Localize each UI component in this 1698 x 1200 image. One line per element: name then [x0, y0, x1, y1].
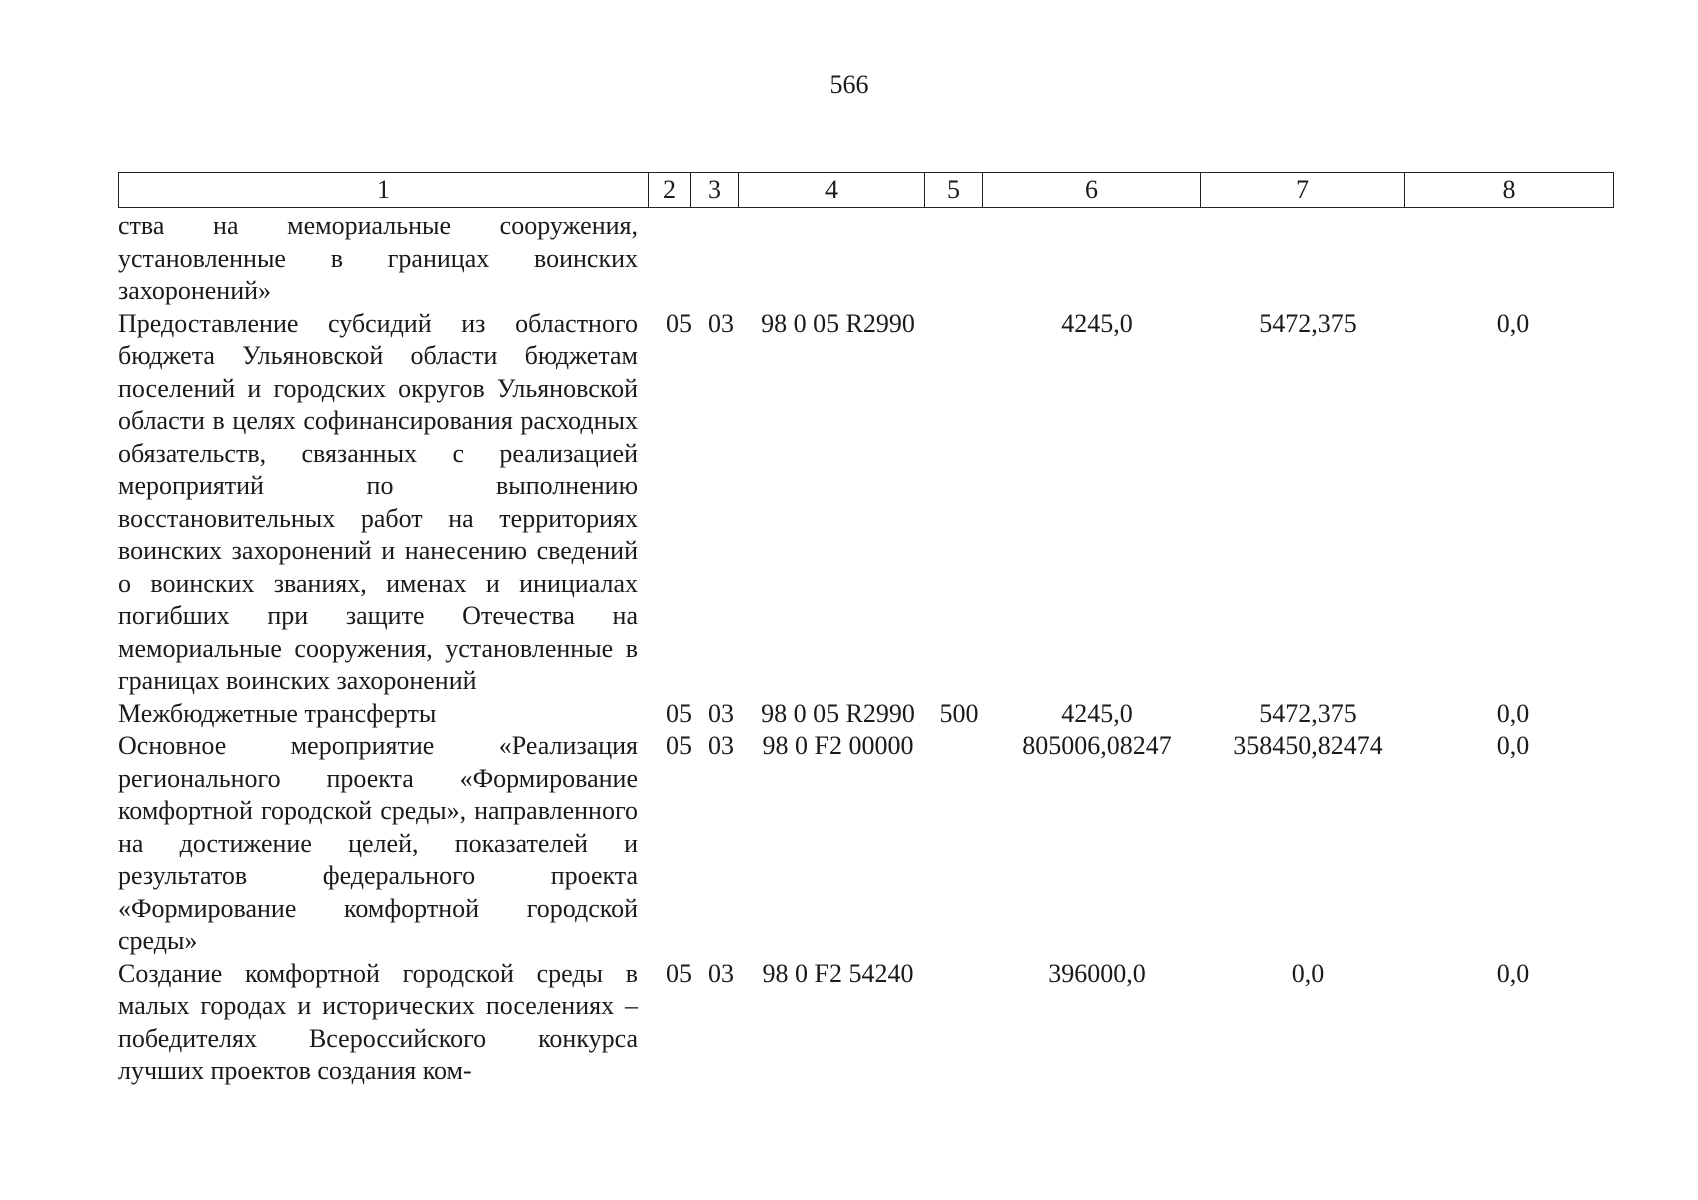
- row-section-code: 05: [666, 958, 692, 988]
- page-number: 566: [829, 70, 869, 99]
- row-amount-col6: 4245,0: [1061, 698, 1133, 728]
- row-amount-col7: 0,0: [1291, 958, 1325, 988]
- table-row: [118, 958, 1613, 1088]
- row-amount-col7: 358450,82474: [1233, 731, 1383, 760]
- row-section-code: 05: [666, 698, 692, 728]
- row-description: Предоставление субсидий из областного бюджета Ульяновской области бюджетам поселений и городских округов Ульяновской области в целях софинансирования расходных обязательств, связанных с реализацией мероприятий по выполнению восстановительных работ на территориях воинских захоронений и нанесению сведений о воинских званиях, именах и инициалах погибших при защите Отечества на мемориальные сооружения, установленные в границах воинских захоронений: [118, 308, 638, 695]
- row-amount-col6: 4245,0: [1061, 308, 1133, 338]
- column-number-header: [118, 172, 1614, 208]
- table-row: [118, 308, 1613, 698]
- header-col-5: 5: [925, 173, 983, 208]
- table-row: [118, 210, 1613, 308]
- row-amount-col8: 0,0: [1496, 698, 1530, 728]
- row-target-article: 98 0 F2 00000: [762, 731, 914, 760]
- row-description: Основное мероприятие «Реализация регионального проекта «Формирование комфортной городской среды», направленного на достижение целей, показателей и результатов федерального проекта «Формирование комфортной городской среды»: [118, 731, 638, 955]
- row-amount-col8: 0,0: [1496, 731, 1530, 760]
- row-description: ства на мемориальные сооружения, установленные в границах воинских захоронений»: [118, 211, 638, 305]
- row-subsection-code: 03: [708, 731, 734, 760]
- row-amount-col7: 5472,375: [1259, 698, 1357, 728]
- row-amount-col7: 5472,375: [1259, 308, 1357, 338]
- row-subsection-code: 03: [708, 698, 734, 728]
- row-expense-type: 500: [939, 698, 979, 728]
- row-target-article: 98 0 05 R2990: [761, 698, 915, 728]
- row-subsection-code: 03: [708, 308, 734, 338]
- row-amount-col8: 0,0: [1496, 308, 1530, 338]
- table-row: [118, 698, 1613, 731]
- header-col-3: 3: [691, 173, 739, 208]
- header-col-7: 7: [1201, 173, 1405, 208]
- row-amount-col8: 0,0: [1496, 958, 1530, 988]
- table-body: [118, 210, 1613, 1088]
- row-amount-col6: 805006,08247: [1022, 731, 1172, 760]
- header-col-8: 8: [1405, 173, 1614, 208]
- header-col-4: 4: [739, 173, 925, 208]
- header-col-1: 1: [119, 173, 649, 208]
- header-col-2: 2: [649, 173, 691, 208]
- row-target-article: 98 0 F2 54240: [762, 958, 914, 988]
- row-section-code: 05: [666, 731, 692, 760]
- table-row: [118, 730, 1613, 958]
- row-target-article: 98 0 05 R2990: [761, 308, 915, 338]
- row-amount-col6: 396000,0: [1048, 958, 1146, 988]
- header-col-6: 6: [983, 173, 1201, 208]
- row-section-code: 05: [666, 308, 692, 338]
- row-description: Создание комфортной городской среды в малых городах и исторических поселениях – победителях Всероссийского конкурса лучших проектов создания ком-: [118, 958, 638, 1085]
- row-subsection-code: 03: [708, 958, 734, 988]
- row-description: Межбюджетные трансферты: [118, 698, 437, 728]
